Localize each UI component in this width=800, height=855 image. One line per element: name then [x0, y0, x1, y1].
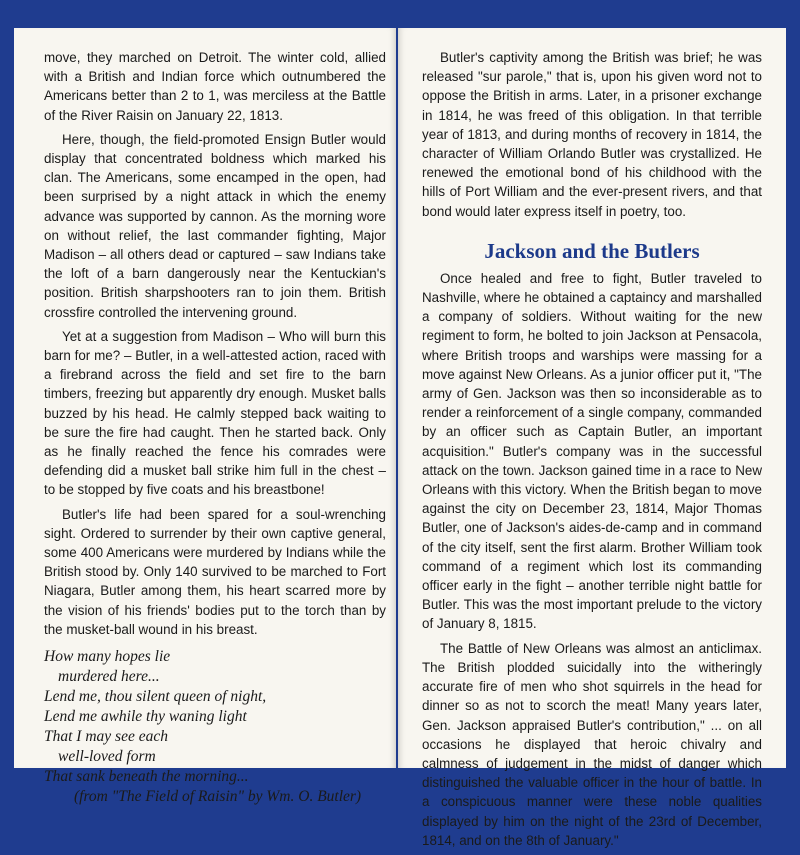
poem-line: That I may see each — [44, 728, 168, 746]
poem-line: well-loved form — [58, 748, 156, 766]
right-column — [422, 48, 762, 855]
right-paragraph-1: Once healed and free to fight, Butler traveled to Nashville, where he obtained a captaincy and marshalled a company of soldiers. Without waiting for the new regiment to form, he bolted to join Jackson at Pensacola, where British troops and warships were massing for a move against New Orleans. As a junior officer put it, "The army of Gen. Jackson was then so inconsiderable as to render a reinforcement of a single company, commanded by an officer such as Captain Butler, an important acquisition." Butler's company was in the successful attack on the town. Jackson gained time in a race to New Orleans with this victory. When the British began to move against the city on December 23, 1814, Major Thomas Butler, one of Jackson's aides-de-camp and in command of the city itself, sent the first alarm. Brother William took command of a regiment which lost its commanding officer early in the fight – another terrible night battle for Butler. This was the most important prelude to the victory of January 8, 1815. — [422, 270, 762, 632]
poem-line: murdered here... — [58, 668, 160, 686]
left-paragraph-1: move, they marched on Detroit. The winter cold, allied with a British and Indian force which outnumbered the Americans better than 2 to 1, was merciless at the Battle of the River Raisin on January 22, 1813. — [44, 50, 386, 123]
left-page — [14, 28, 396, 806]
poem-citation: (from "The Field of Raisin" by Wm. O. Butler) — [74, 788, 362, 806]
section-heading: Jackson and the Butlers — [484, 238, 700, 263]
poem-line: Lend me, thou silent queen of night, — [44, 688, 267, 706]
left-paragraph-3: Yet at a suggestion from Madison – Who will burn this barn for me? – Butler, in a well-attested action, raced with a firebrand across the field and set fire to the barn timbers, freezing but apparently dry enough. Musket balls buzzed by his head. He calmly stepped back waiting to be sure the fire had caught. Then he started back. Only as he finally reached the fence his comrades were defending did a musket ball strike him full in the chest – to be stopped by five coats and his breastbone! — [44, 328, 386, 498]
right-intro-paragraph: Butler's captivity among the British was brief; he was released "sur parole," that is, upon his given word not to oppose the British in arms. Later, in a prisoner exchange in 1814, he was freed of this obligation. In that terrible year of 1813, and during months of recovery in 1814, the character of William Orlando Butler was crystallized. He renewed the emotional bond of his childhood with the hills of Port William and the ever-present rivers, and that bond would later express itself in poetry, too. — [422, 50, 762, 219]
poem-line: How many hopes lie — [44, 648, 171, 666]
left-column — [44, 48, 386, 807]
right-page — [398, 28, 786, 848]
left-paragraph-4: Butler's life had been spared for a soul-wrenching sight. Ordered to surrender by their own captive general, some 400 Americans were murdered by Indians while the British stood by. Only 140 survived to be marched to Fort Niagara, Butler among them, his heart scarred more by the vision of his friends' bodies put to the torch than by the musket-ball wound in his breast. — [44, 506, 386, 637]
poem-line: Lend me awhile thy waning light — [44, 708, 247, 726]
left-paragraph-2: Here, though, the field-promoted Ensign Butler would display that concentrated boldness which marked his clan. The Americans, some encamped in the open, had been surprised by a night attack in which the enemy advance was supported by cannon. As the morning wore on without relief, the last commander fighting, Major Madison – all others dead or captured – saw Indians take the loft of a barn dangerously near the Kentuckian's position. British sharpshooters ran to join them. British crossfire controlled the intervening ground. — [44, 131, 386, 320]
poem-line: That sank beneath the morning... — [44, 768, 249, 786]
poem-excerpt — [44, 647, 386, 807]
right-paragraph-2: The Battle of New Orleans was almost an anticlimax. The British plodded suicidally into the witheringly accurate fire of men who shot squirrels in the head for dinner so as not to scorch the meat! Many years later, Gen. Jackson appraised Butler's contribution," ... on all occasions he displayed that heroic chivalry and calmness of judgement in the midst of danger which distinguished the valuable officer in the hour of battle. In a conspicuous manner were these noble qualities displayed by him on the night of the 23rd of December, 1814, and on the 8th of January." — [422, 640, 762, 848]
